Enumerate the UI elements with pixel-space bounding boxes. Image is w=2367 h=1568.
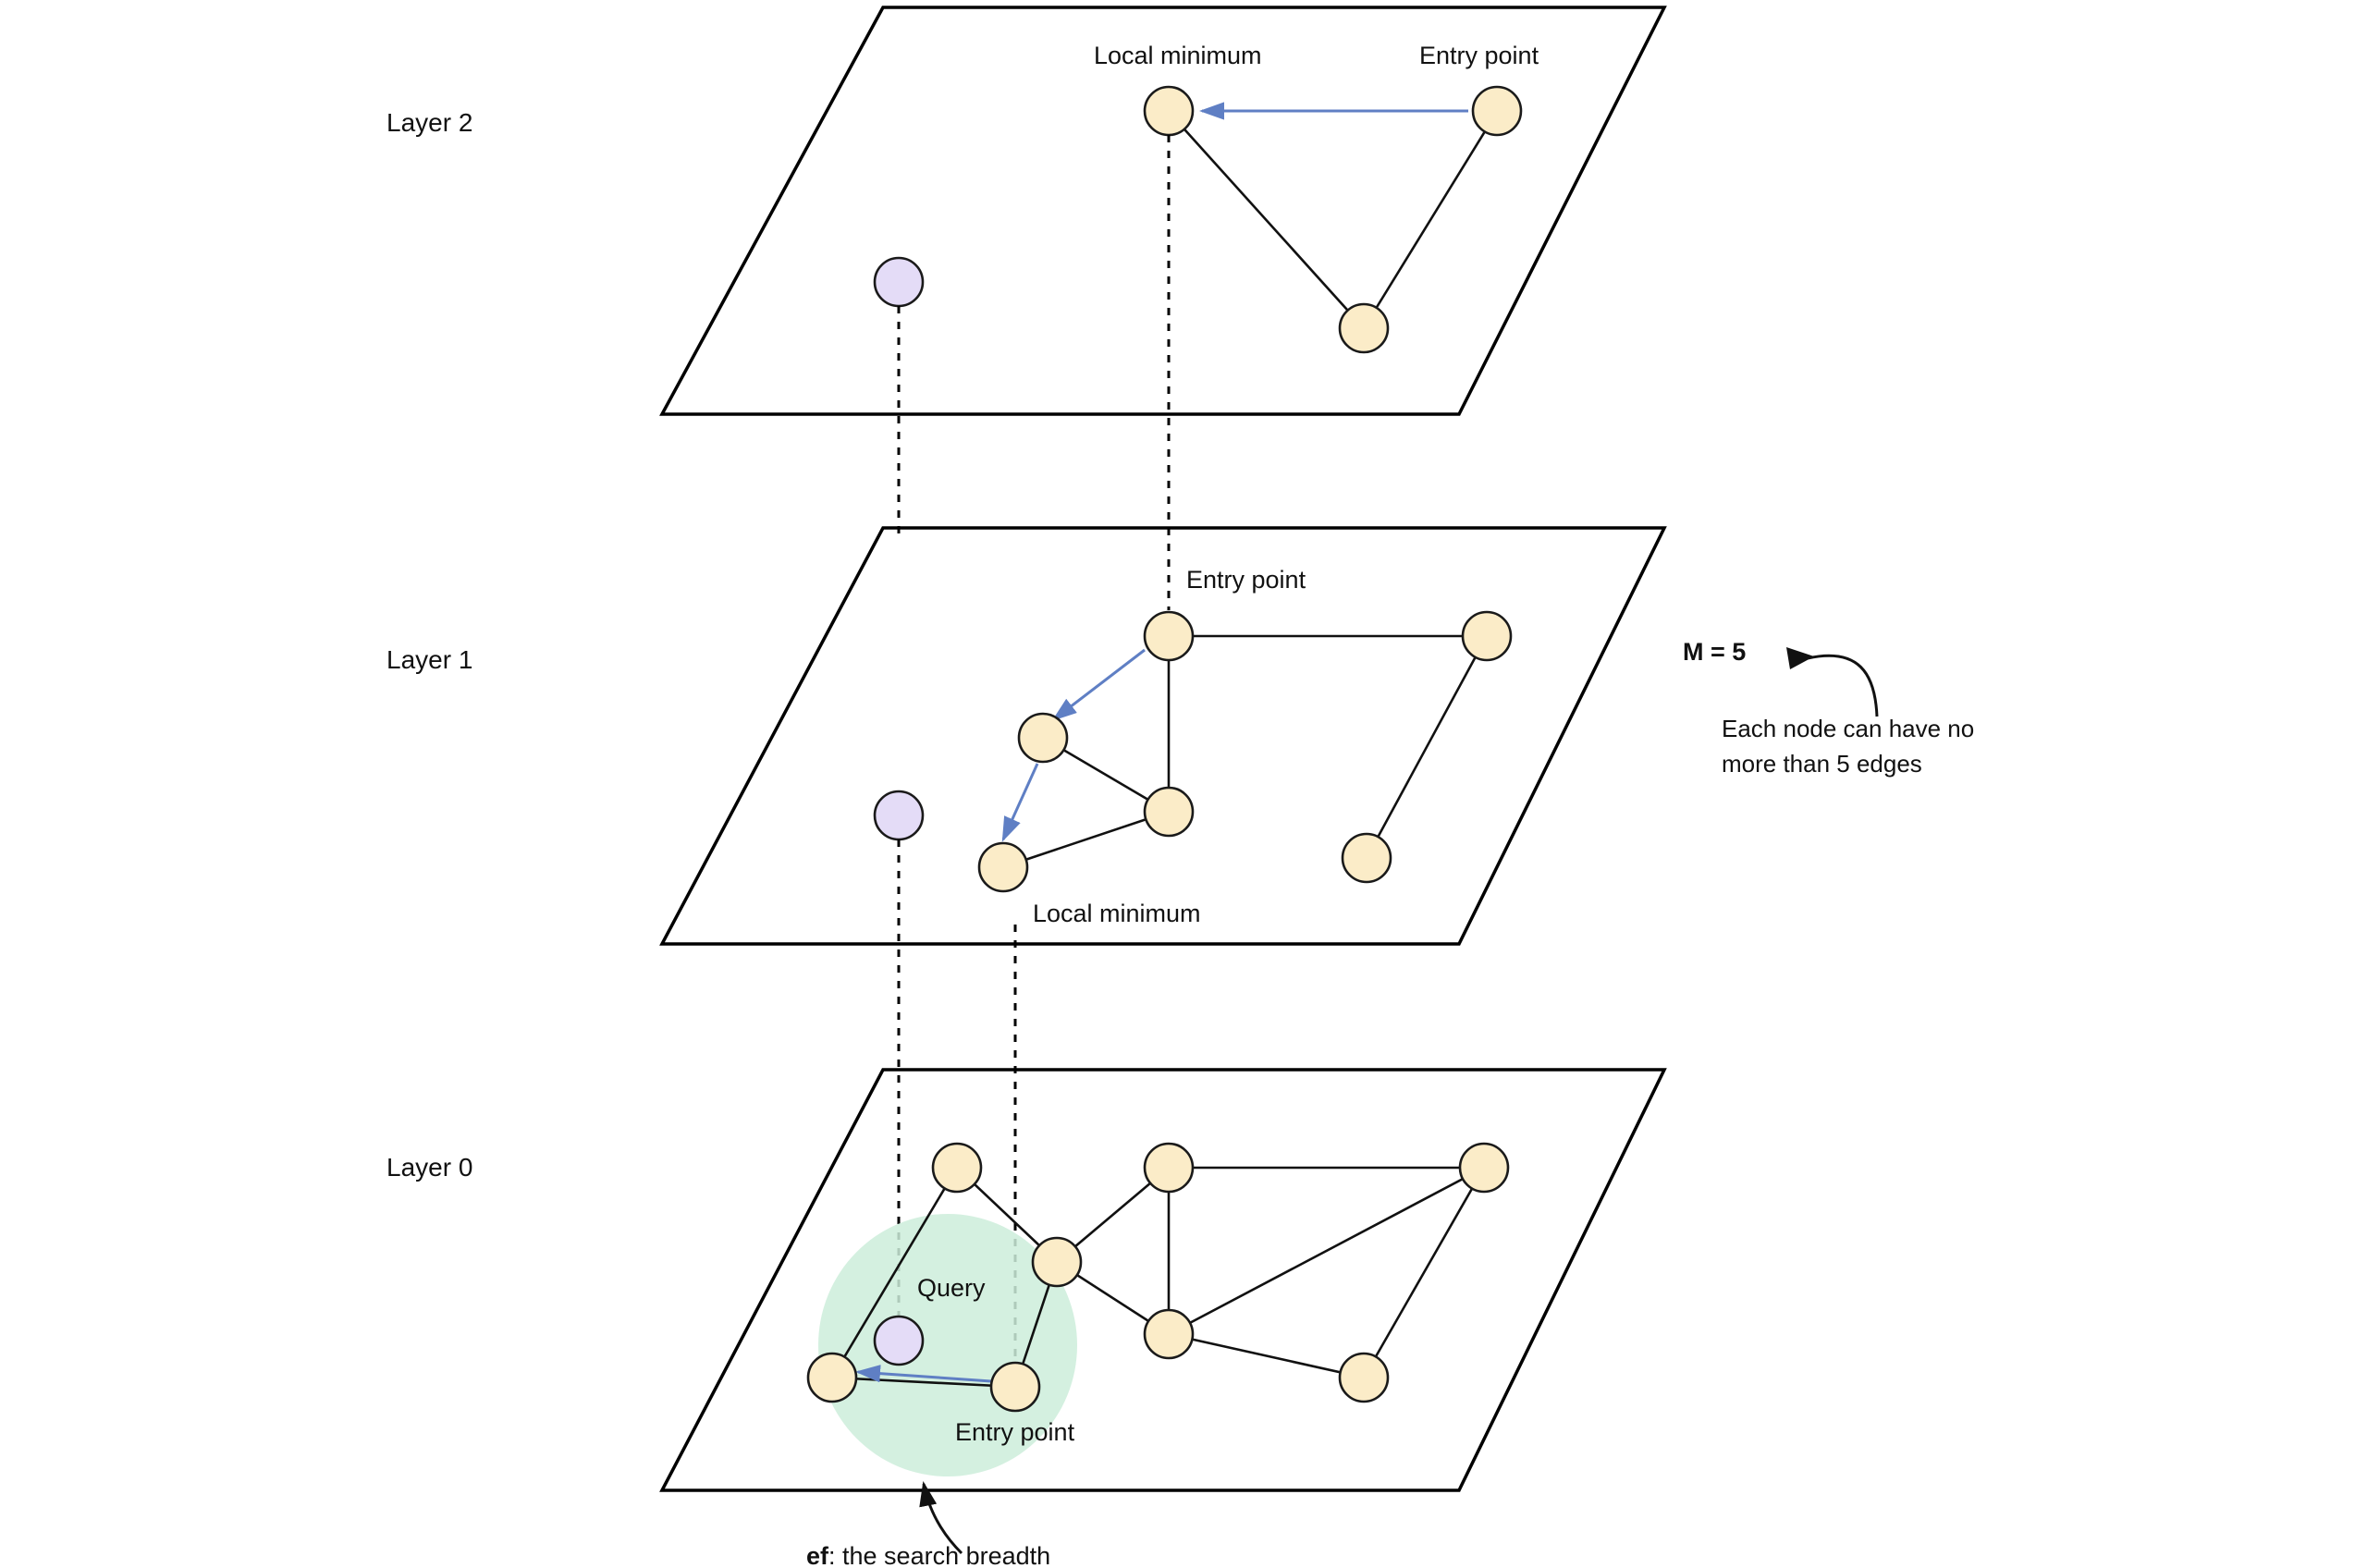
label-layer2-entry-point: Entry point (1419, 42, 1539, 69)
node-layer1-entry-point[interactable] (1145, 612, 1193, 660)
node-layer2-query[interactable] (875, 258, 923, 306)
layer0-plane (662, 1070, 1664, 1490)
node-layer1-mid-left[interactable] (1019, 714, 1067, 762)
node-layer0-center[interactable] (1145, 1310, 1193, 1358)
node-layer0-mid-left[interactable] (1033, 1238, 1081, 1286)
node-layer0-entry-point[interactable] (991, 1363, 1039, 1411)
layer-label-layer2: Layer 2 (386, 108, 473, 137)
layer1-plane (662, 528, 1664, 944)
layer2-nodes (875, 87, 1521, 352)
node-layer1-lower-right[interactable] (1343, 834, 1391, 882)
layer1-edge-d (1003, 812, 1169, 867)
layer1-edge-e (1367, 636, 1487, 858)
layer2-edges (1169, 112, 1497, 328)
layer1-plane-group (662, 528, 1664, 944)
node-layer0-lower-right[interactable] (1340, 1354, 1388, 1402)
label-ef-rest: : the search breadth (828, 1542, 1051, 1568)
node-layer0-top-left[interactable] (933, 1144, 981, 1192)
m-callout-curve (1808, 655, 1877, 717)
layer1-nodes (875, 612, 1511, 891)
label-ef-bold: ef (806, 1542, 829, 1568)
layer1-search-arrow-1 (1054, 650, 1145, 719)
label-layer2-local-minimum: Local minimum (1094, 42, 1262, 69)
node-layer1-query[interactable] (875, 791, 923, 839)
layer0-edge-i (1169, 1334, 1364, 1378)
layer2-edge-b (1364, 112, 1497, 328)
node-layer1-mid[interactable] (1145, 788, 1193, 836)
node-layer2-extra[interactable] (1340, 304, 1388, 352)
node-layer1-local-minimum[interactable] (979, 843, 1027, 891)
layer1-search-arrow-2 (1003, 764, 1037, 839)
label-m-value: M = 5 (1683, 638, 1747, 666)
label-layer0-entry-point: Entry point (955, 1418, 1075, 1446)
layer1-edges (1003, 636, 1487, 867)
label-layer1-local-minimum: Local minimum (1033, 900, 1201, 927)
node-layer2-entry-point[interactable] (1473, 87, 1521, 135)
node-layer0-top-right[interactable] (1460, 1144, 1508, 1192)
node-layer2-local-minimum[interactable] (1145, 87, 1193, 135)
layer0-plane-group (662, 1070, 1664, 1490)
node-layer0-top-mid[interactable] (1145, 1144, 1193, 1192)
m-callout-arrowhead (1786, 647, 1814, 669)
label-layer0-query: Query (917, 1274, 986, 1302)
label-layer1-entry-point: Entry point (1186, 566, 1306, 594)
layer-label-layer0: Layer 0 (386, 1153, 473, 1182)
label-m-description: Each node can have no more than 5 edges (1722, 715, 1975, 778)
droplines-l2-l1 (899, 135, 1169, 610)
node-layer0-nearest[interactable] (808, 1354, 856, 1402)
layer2-edge-a (1169, 112, 1364, 328)
label-ef-callout (806, 1542, 1050, 1568)
node-layer1-right[interactable] (1463, 612, 1511, 660)
layer-label-layer1: Layer 1 (386, 645, 473, 674)
node-layer0-query[interactable] (875, 1317, 923, 1365)
